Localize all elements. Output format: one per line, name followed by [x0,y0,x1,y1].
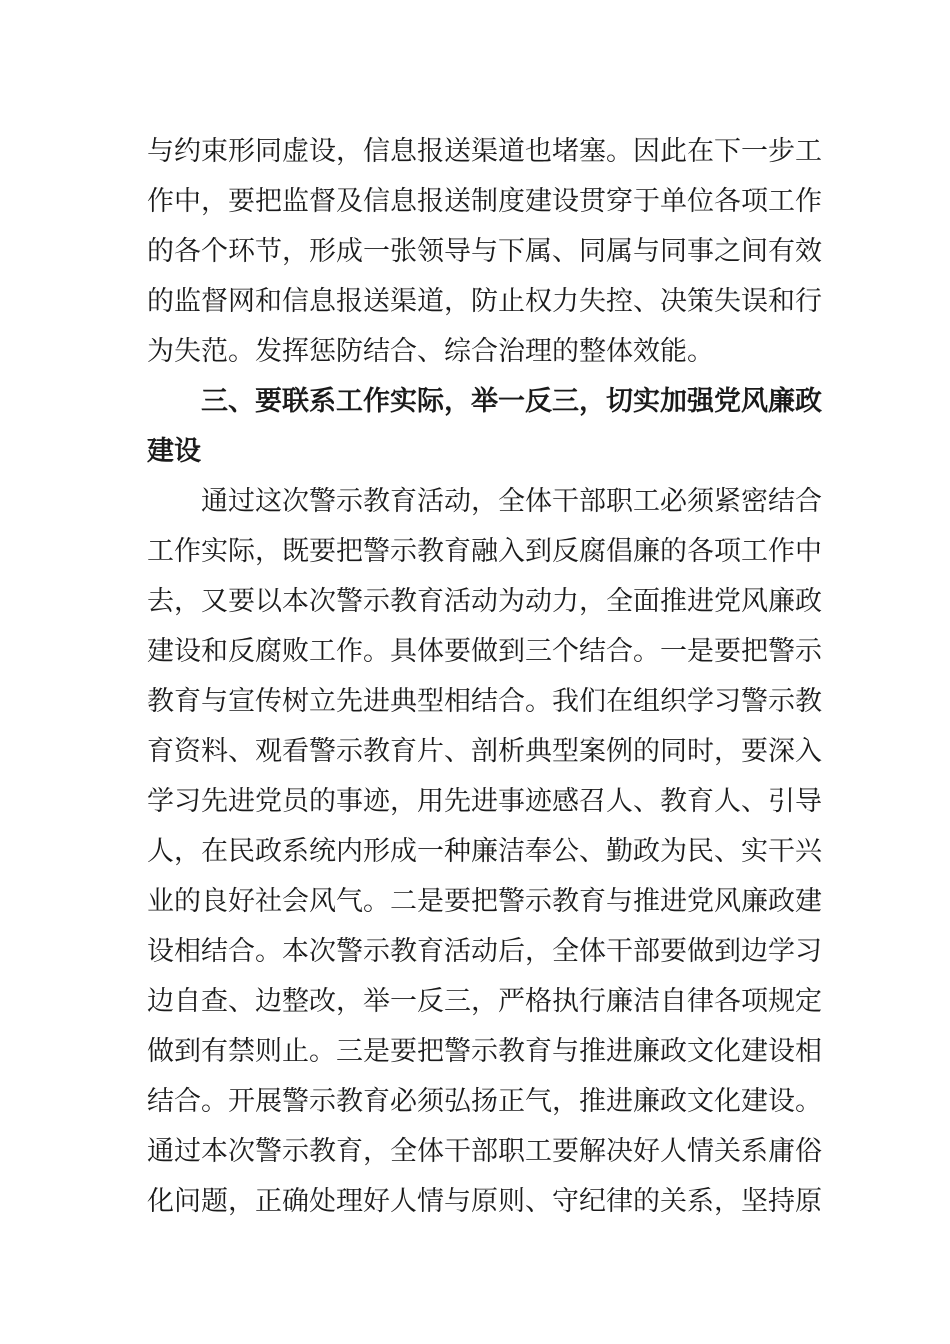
paragraph-line: 去，又要以本次警示教育活动为动力，全面推进党风廉政 [147,586,822,617]
paragraph-line: 人，在民政系统内形成一种廉洁奉公、勤政为民、实干兴 [147,836,822,867]
paragraph-line: 作中，要把监督及信息报送制度建设贯穿于单位各项工作 [147,186,822,217]
paragraph-line: 做到有禁则止。三是要把警示教育与推进廉政文化建设相 [147,1036,822,1067]
paragraph-line: 为失范。发挥惩防结合、综合治理的整体效能。 [147,336,714,367]
section-heading: 三、要联系工作实际，举一反三，切实加强党风廉政 [201,386,822,417]
paragraph-line: 边自查、边整改，举一反三，严格执行廉洁自律各项规定 [147,986,822,1017]
paragraph-line: 设相结合。本次警示教育活动后，全体干部要做到边学习 [147,936,822,967]
paragraph-line: 与约束形同虚设，信息报送渠道也堵塞。因此在下一步工 [147,136,822,167]
paragraph-line: 通过这次警示教育活动，全体干部职工必须紧密结合 [201,486,822,517]
paragraph-line: 通过本次警示教育，全体干部职工要解决好人情关系庸俗 [147,1136,822,1167]
paragraph-line: 工作实际，既要把警示教育融入到反腐倡廉的各项工作中 [147,536,822,567]
paragraph-line: 建设和反腐败工作。具体要做到三个结合。一是要把警示 [147,636,822,667]
paragraph-line: 学习先进党员的事迹，用先进事迹感召人、教育人、引导 [147,786,822,817]
paragraph-line: 结合。开展警示教育必须弘扬正气，推进廉政文化建设。 [147,1086,822,1117]
paragraph-line: 育资料、观看警示教育片、剖析典型案例的同时，要深入 [147,736,822,767]
paragraph-line: 教育与宣传树立先进典型相结合。我们在组织学习警示教 [147,686,822,717]
paragraph-line: 的各个环节，形成一张领导与下属、同属与同事之间有效 [147,236,822,267]
paragraph-line: 的监督网和信息报送渠道，防止权力失控、决策失误和行 [147,286,822,317]
section-heading-continued: 建设 [147,436,201,467]
paragraph-line: 业的良好社会风气。二是要把警示教育与推进党风廉政建 [147,886,822,917]
paragraph-line: 化问题，正确处理好人情与原则、守纪律的关系，坚持原 [147,1186,822,1217]
